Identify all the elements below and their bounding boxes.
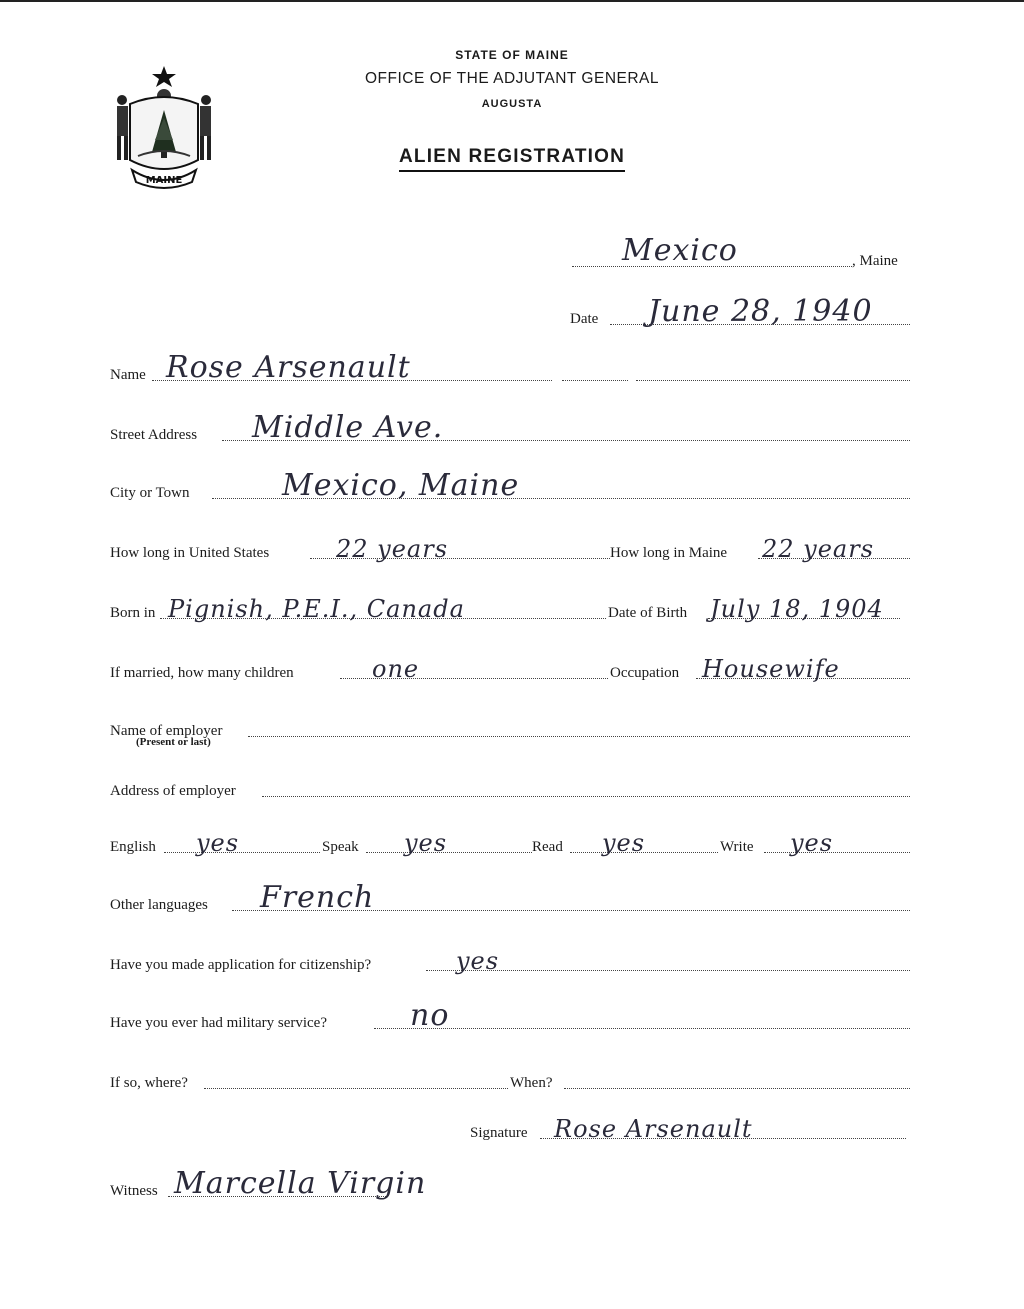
street-row xyxy=(110,410,910,445)
employer-label: Name of employer xyxy=(110,723,223,739)
us-duration-value[interactable]: 22 years xyxy=(336,535,449,563)
seal-banner-text: MAINE xyxy=(145,175,183,186)
children-value[interactable]: one xyxy=(372,655,420,683)
street-value[interactable]: Middle Ave. xyxy=(252,410,444,445)
children-label: If married, how many children xyxy=(110,665,294,681)
other-languages-row xyxy=(110,880,910,915)
town-row xyxy=(560,233,920,270)
date-label: Date xyxy=(570,311,599,327)
speak-value[interactable]: yes xyxy=(404,829,448,857)
town-suffix: , Maine xyxy=(852,253,898,269)
read-value[interactable]: yes xyxy=(602,829,646,857)
citizenship-label: Have you made application for citizenship? xyxy=(110,957,372,973)
employer-sublabel: (Present or last) xyxy=(136,736,211,748)
citizenship-value[interactable]: yes xyxy=(456,947,500,975)
signature-value[interactable]: Rose Arsenault xyxy=(554,1115,753,1143)
street-label: Street Address xyxy=(110,427,198,443)
name-label: Name xyxy=(110,367,146,383)
service-details-row xyxy=(110,1062,910,1092)
occupation-label: Occupation xyxy=(610,665,680,681)
other-languages-label: Other languages xyxy=(110,897,208,913)
name-value[interactable]: Rose Arsenault xyxy=(166,350,411,385)
signature-row xyxy=(470,1112,910,1142)
dob-value[interactable]: July 18, 1904 xyxy=(710,595,884,623)
name-row xyxy=(110,350,910,385)
witness-value[interactable]: Marcella Virgin xyxy=(174,1166,427,1201)
header-state: STATE OF MAINE xyxy=(455,48,569,62)
citizenship-row xyxy=(110,944,910,974)
town-value[interactable]: Mexico xyxy=(622,233,738,268)
speak-label: Speak xyxy=(322,839,359,855)
residence-row xyxy=(110,532,918,562)
header-office: OFFICE OF THE ADJUTANT GENERAL xyxy=(364,70,660,87)
born-value[interactable]: Pignish, P.E.I., Canada xyxy=(168,595,465,623)
other-languages-value[interactable]: French xyxy=(260,880,375,915)
witness-label: Witness xyxy=(110,1183,158,1199)
where-label: If so, where? xyxy=(110,1075,188,1091)
city-label: City or Town xyxy=(110,485,190,501)
city-value[interactable]: Mexico, Maine xyxy=(282,468,520,503)
english-label: English xyxy=(110,839,156,855)
employer-address-label: Address of employer xyxy=(110,783,236,799)
us-duration-label: How long in United States xyxy=(110,545,270,561)
signature-label: Signature xyxy=(470,1125,528,1141)
maine-seal-icon xyxy=(108,60,220,192)
military-value[interactable]: no xyxy=(410,998,450,1033)
city-row xyxy=(110,468,910,503)
date-row xyxy=(570,294,910,329)
birth-row xyxy=(110,592,910,622)
born-label: Born in xyxy=(110,605,156,621)
employer-row xyxy=(110,710,910,740)
read-label: Read xyxy=(532,839,563,855)
military-row xyxy=(110,998,910,1033)
maine-duration-label: How long in Maine xyxy=(610,545,728,561)
dob-label: Date of Birth xyxy=(608,605,688,621)
english-row xyxy=(110,826,910,856)
header-city: AUGUSTA xyxy=(481,98,543,110)
employer-address-row xyxy=(110,770,910,800)
write-value[interactable]: yes xyxy=(790,829,834,857)
family-row xyxy=(110,652,910,682)
witness-row xyxy=(110,1166,510,1201)
maine-duration-value[interactable]: 22 years xyxy=(762,535,875,563)
form-title: ALIEN REGISTRATION xyxy=(300,146,724,168)
military-label: Have you ever had military service? xyxy=(110,1015,327,1031)
english-value[interactable]: yes xyxy=(196,829,240,857)
occupation-value[interactable]: Housewife xyxy=(702,655,840,683)
write-label: Write xyxy=(720,839,754,855)
when-label: When? xyxy=(510,1075,553,1091)
date-value[interactable]: June 28, 1940 xyxy=(648,294,873,329)
